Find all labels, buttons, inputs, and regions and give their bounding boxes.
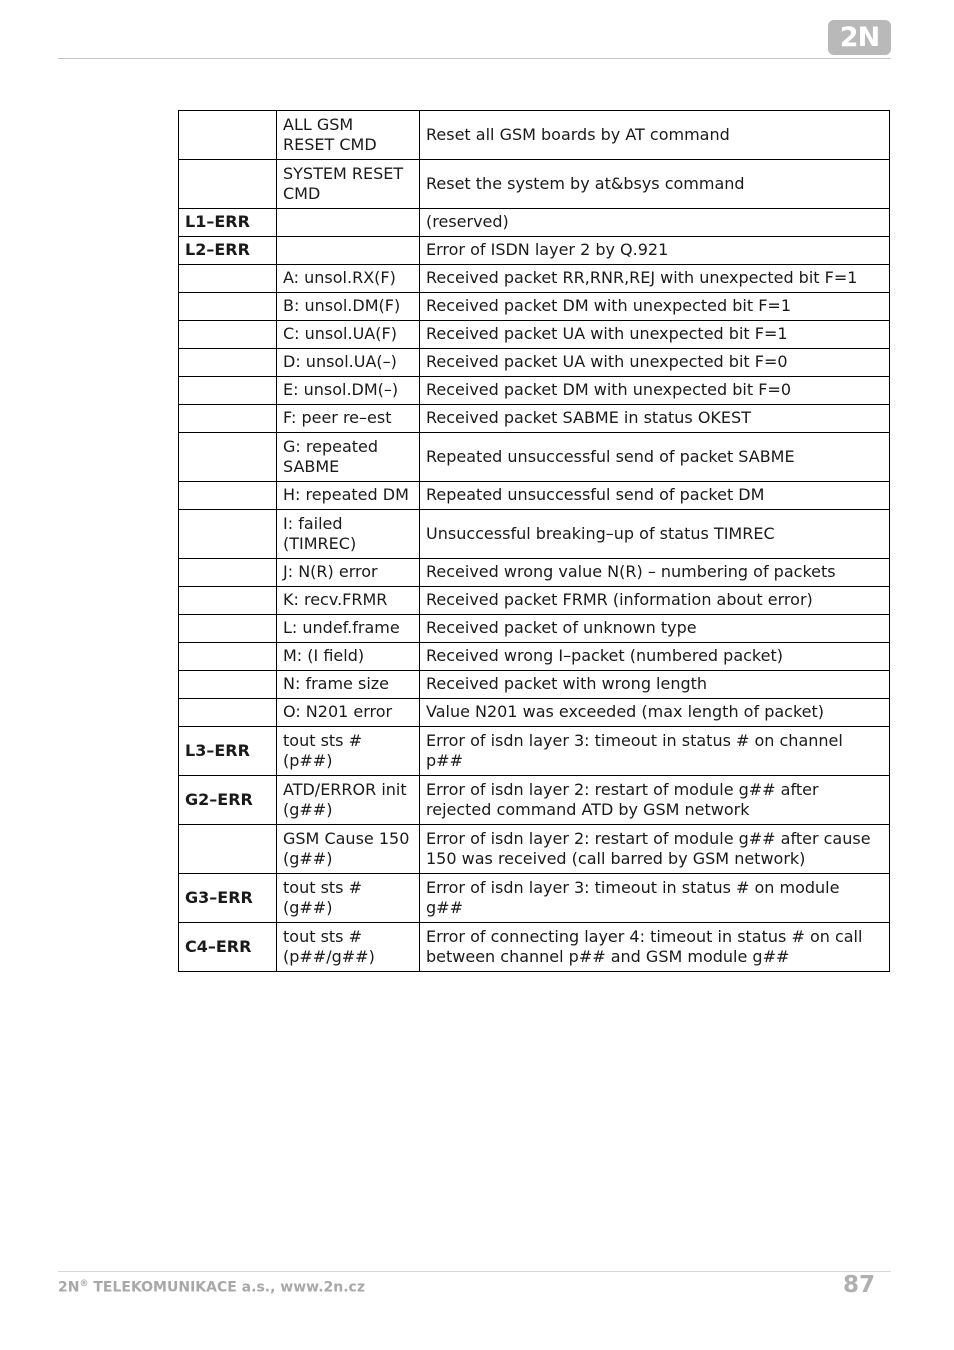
error-code-cell <box>179 321 277 349</box>
error-code-cell <box>179 510 277 559</box>
error-code-cell <box>179 699 277 727</box>
error-code-table <box>178 110 890 972</box>
table-row <box>179 874 890 923</box>
error-subcode-cell: GSM Cause 150 (g##) <box>277 825 420 874</box>
error-subcode-cell: tout sts # (p##/g##) <box>277 923 420 972</box>
error-description-cell: Received packet of unknown type <box>420 615 890 643</box>
error-description-cell: Received packet with wrong length <box>420 671 890 699</box>
error-code-cell <box>179 825 277 874</box>
error-code-cell: L3–ERR <box>179 727 277 776</box>
error-code-cell <box>179 160 277 209</box>
table-row <box>179 111 890 160</box>
error-description-cell: Received wrong I–packet (numbered packet) <box>420 643 890 671</box>
error-subcode-cell: tout sts # (g##) <box>277 874 420 923</box>
table-row <box>179 643 890 671</box>
error-description-cell: Received packet RR,RNR,REJ with unexpected bit F=1 <box>420 265 890 293</box>
error-code-cell: C4–ERR <box>179 923 277 972</box>
error-description-cell: Received packet DM with unexpected bit F=0 <box>420 377 890 405</box>
error-subcode-cell: H: repeated DM <box>277 482 420 510</box>
error-subcode-cell: M: (I field) <box>277 643 420 671</box>
footer-company <box>58 1279 365 1296</box>
error-code-cell <box>179 587 277 615</box>
error-code-cell: G3–ERR <box>179 874 277 923</box>
error-code-cell <box>179 559 277 587</box>
table-row <box>179 615 890 643</box>
table-row <box>179 559 890 587</box>
error-description-cell: Received packet FRMR (information about error) <box>420 587 890 615</box>
error-subcode-cell: C: unsol.UA(F) <box>277 321 420 349</box>
table-row <box>179 699 890 727</box>
error-code-table-body <box>179 111 890 972</box>
error-subcode-cell: K: recv.FRMR <box>277 587 420 615</box>
error-subcode-cell: F: peer re–est <box>277 405 420 433</box>
error-description-cell: Error of isdn layer 2: restart of module g## after cause 150 was received (call barred by GSM network) <box>420 825 890 874</box>
error-subcode-cell: D: unsol.UA(–) <box>277 349 420 377</box>
table-row <box>179 293 890 321</box>
table-row <box>179 321 890 349</box>
error-description-cell: Error of isdn layer 2: restart of module g## after rejected command ATD by GSM network <box>420 776 890 825</box>
error-subcode-cell: ATD/ERROR init (g##) <box>277 776 420 825</box>
error-code-cell: L1–ERR <box>179 209 277 237</box>
error-subcode-cell: B: unsol.DM(F) <box>277 293 420 321</box>
table-row <box>179 776 890 825</box>
error-description-cell: Unsuccessful breaking–up of status TIMREC <box>420 510 890 559</box>
error-subcode-cell <box>277 209 420 237</box>
error-code-cell <box>179 377 277 405</box>
error-subcode-cell: A: unsol.RX(F) <box>277 265 420 293</box>
error-code-cell <box>179 615 277 643</box>
error-description-cell: Error of ISDN layer 2 by Q.921 <box>420 237 890 265</box>
table-row <box>179 209 890 237</box>
error-subcode-cell: ALL GSM RESET CMD <box>277 111 420 160</box>
error-subcode-cell: J: N(R) error <box>277 559 420 587</box>
footer-company-rest: TELEKOMUNIKACE a.s., www.2n.cz <box>88 1279 365 1296</box>
error-description-cell: Reset all GSM boards by AT command <box>420 111 890 160</box>
error-subcode-cell: E: unsol.DM(–) <box>277 377 420 405</box>
table-row <box>179 265 890 293</box>
error-code-cell <box>179 265 277 293</box>
table-row <box>179 405 890 433</box>
error-subcode-cell: G: repeated SABME <box>277 433 420 482</box>
error-code-cell <box>179 482 277 510</box>
table-row <box>179 825 890 874</box>
table-row <box>179 727 890 776</box>
table-row <box>179 377 890 405</box>
registered-mark: ® <box>79 1279 89 1289</box>
header-divider <box>58 58 891 59</box>
error-code-cell <box>179 643 277 671</box>
error-code-cell <box>179 405 277 433</box>
error-description-cell: Value N201 was exceeded (max length of packet) <box>420 699 890 727</box>
page-number: 87 <box>843 1272 876 1298</box>
error-description-cell: Received packet UA with unexpected bit F=0 <box>420 349 890 377</box>
error-code-cell <box>179 111 277 160</box>
table-row <box>179 237 890 265</box>
error-subcode-cell: L: undef.frame <box>277 615 420 643</box>
table-row <box>179 510 890 559</box>
table-row <box>179 349 890 377</box>
table-row <box>179 160 890 209</box>
error-code-cell <box>179 671 277 699</box>
error-subcode-cell <box>277 237 420 265</box>
error-code-cell: G2–ERR <box>179 776 277 825</box>
error-description-cell: (reserved) <box>420 209 890 237</box>
error-description-cell: Repeated unsuccessful send of packet DM <box>420 482 890 510</box>
error-code-cell <box>179 293 277 321</box>
table-row <box>179 671 890 699</box>
error-code-cell <box>179 349 277 377</box>
error-subcode-cell: I: failed (TIMREC) <box>277 510 420 559</box>
error-subcode-cell: tout sts # (p##) <box>277 727 420 776</box>
error-description-cell: Reset the system by at&bsys command <box>420 160 890 209</box>
table-row <box>179 482 890 510</box>
error-subcode-cell: O: N201 error <box>277 699 420 727</box>
error-subcode-cell: N: frame size <box>277 671 420 699</box>
error-subcode-cell: SYSTEM RESET CMD <box>277 160 420 209</box>
table-row <box>179 433 890 482</box>
error-description-cell: Error of connecting layer 4: timeout in status # on call between channel p## and GSM module g## <box>420 923 890 972</box>
error-code-cell <box>179 433 277 482</box>
brand-logo: 2N <box>828 20 891 55</box>
table-row <box>179 587 890 615</box>
error-description-cell: Repeated unsuccessful send of packet SABME <box>420 433 890 482</box>
footer-divider <box>58 1271 891 1272</box>
error-description-cell: Error of isdn layer 3: timeout in status # on channel p## <box>420 727 890 776</box>
table-row <box>179 923 890 972</box>
error-description-cell: Received packet SABME in status OKEST <box>420 405 890 433</box>
error-description-cell: Error of isdn layer 3: timeout in status # on module g## <box>420 874 890 923</box>
error-description-cell: Received wrong value N(R) – numbering of packets <box>420 559 890 587</box>
error-description-cell: Received packet DM with unexpected bit F=1 <box>420 293 890 321</box>
footer-company-prefix: 2N <box>58 1279 80 1296</box>
error-code-cell: L2–ERR <box>179 237 277 265</box>
error-description-cell: Received packet UA with unexpected bit F=1 <box>420 321 890 349</box>
